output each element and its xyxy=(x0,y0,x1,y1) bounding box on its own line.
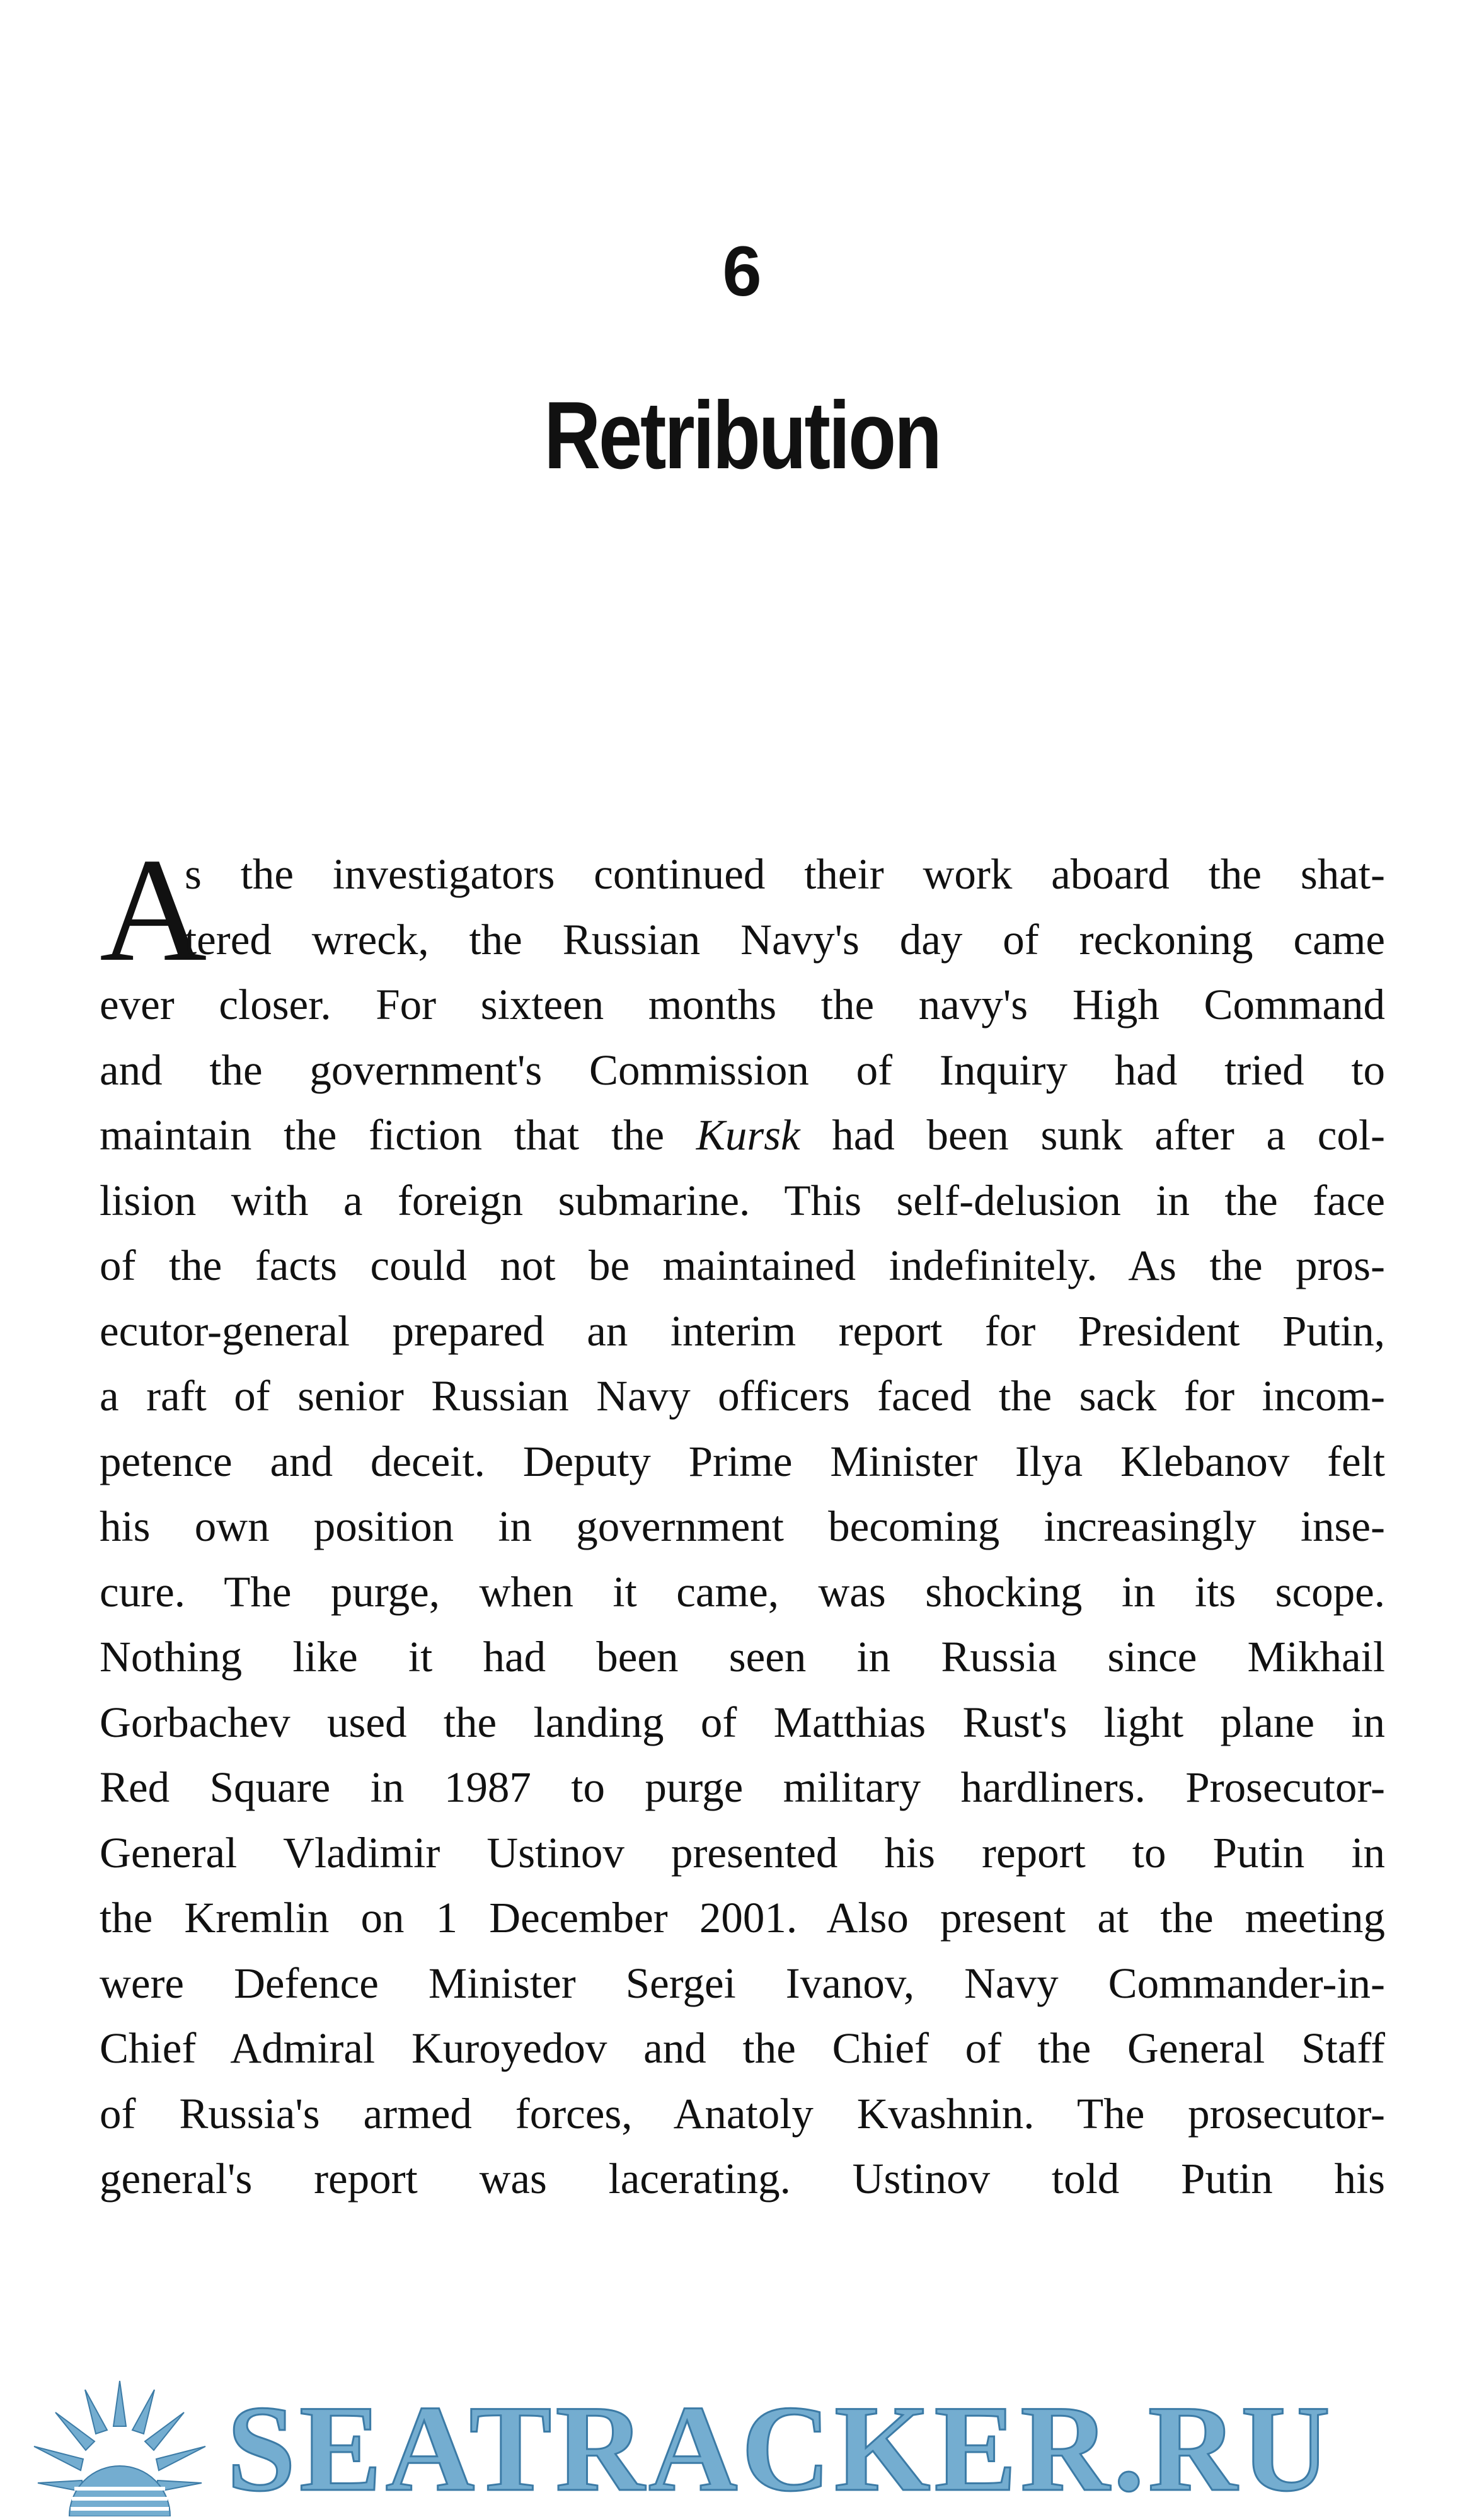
text-line xyxy=(100,1103,1385,1168)
text-line: general's report was lacerating. Ustinov told Putin his xyxy=(100,2155,1385,2203)
text-line: General Vladimir Ustinov presented his report to Putin in xyxy=(100,1828,1385,1877)
text-line: tered wreck, the Russian Navy's day of reckoning came xyxy=(185,915,1385,964)
text-line: Gorbachev used the landing of Matthias Rust's light plane in xyxy=(100,1698,1385,1746)
text-line: of Russia's armed forces, Anatoly Kvashnin. The prosecutor- xyxy=(100,2089,1385,2138)
text-line: the Kremlin on 1 December 2001. Also present at the meeting xyxy=(100,1894,1385,1942)
italic-ship-name: Kursk xyxy=(696,1111,800,1159)
text-line: a raft of senior Russian Navy officers faced the sack for incom- xyxy=(100,1372,1385,1420)
text-segment: had been sunk after a col- xyxy=(800,1111,1385,1159)
chapter-number: 6 xyxy=(722,232,762,311)
text-line: were Defence Minister Sergei Ivanov, Navy Commander-in- xyxy=(100,1959,1385,2007)
text-segment: maintain the fiction that the xyxy=(100,1111,696,1159)
body-paragraph xyxy=(100,828,1385,2212)
text-line: and the government's Commission of Inquiry had tried to xyxy=(100,1045,1385,1094)
text-line: of the facts could not be maintained indefinitely. As the pros- xyxy=(100,1241,1385,1289)
watermark-text: SEATRACKER.RU xyxy=(227,2380,1334,2517)
text-line: Chief Admiral Kuroyedov and the Chief of the General Staff xyxy=(100,2024,1385,2072)
text-line: ever closer. For sixteen months the navy's High Command xyxy=(100,981,1385,1028)
text-line: his own position in government becoming increasingly inse- xyxy=(100,1502,1385,1550)
text-line: Nothing like it had been seen in Russia since Mikhail xyxy=(100,1633,1385,1681)
text-line: s the investigators continued their work aboard the shat- xyxy=(185,850,1385,898)
sun-icon xyxy=(25,2376,214,2516)
watermark xyxy=(0,2376,1484,2516)
chapter-title: Retribution xyxy=(544,382,940,489)
text-line: lision with a foreign submarine. This self-delusion in the face xyxy=(100,1176,1385,1224)
text-line: ecutor-general prepared an interim report for President Putin, xyxy=(100,1306,1385,1355)
drop-cap: A xyxy=(100,828,207,993)
text-line: cure. The purge, when it came, was shocking in its scope. xyxy=(100,1567,1385,1616)
text-line: petence and deceit. Deputy Prime Minister Ilya Klebanov felt xyxy=(100,1437,1385,1485)
text-line: Red Square in 1987 to purge military hardliners. Prosecutor- xyxy=(100,1763,1385,1811)
